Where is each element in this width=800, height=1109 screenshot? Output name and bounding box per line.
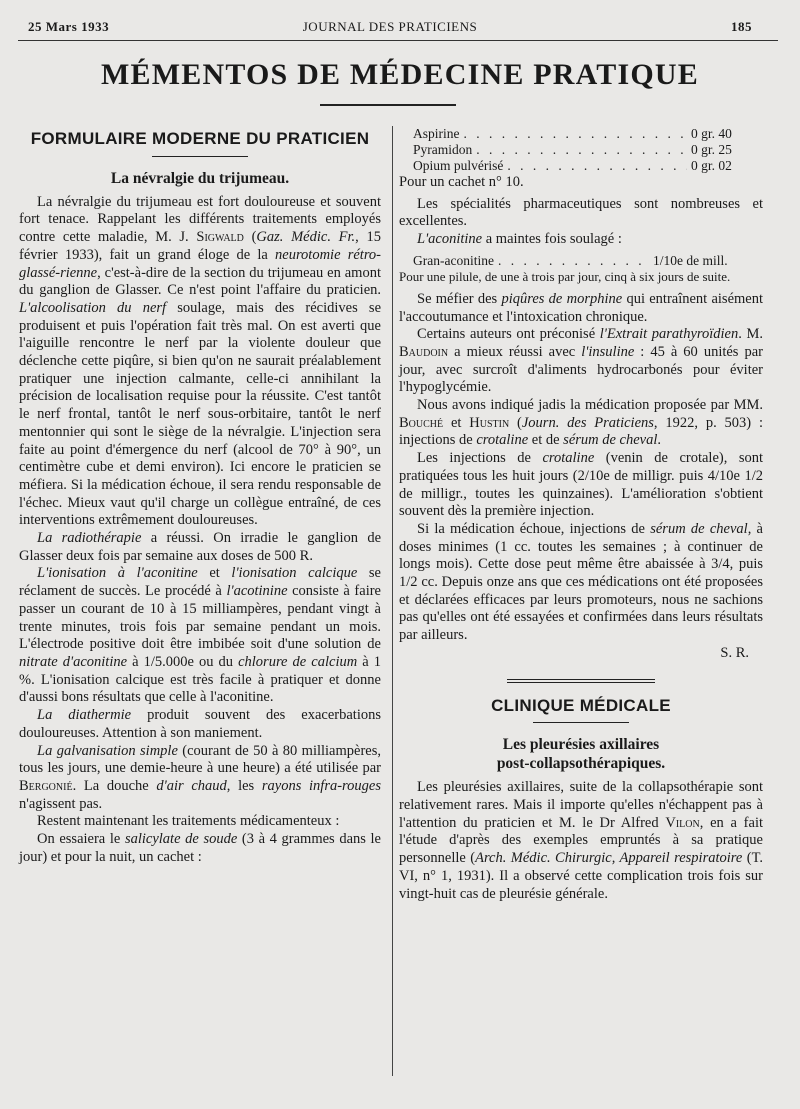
paragraph: Se méfier des piqûres de morphine qui entraînent aisément l'accoutumance et l'intoxication chronique. <box>399 290 763 325</box>
header-page-number: 185 <box>731 19 752 34</box>
paragraph: La diathermie produit souvent des exacerbations douloureuses. Attention à son maniement. <box>19 707 382 741</box>
right-column <box>399 126 763 903</box>
paragraph: Nous avons indiqué jadis la médication proposée par MM. Bouché et Hustin (Journ. des Praticiens, 1922, p. 503) : injections de crotaline et de sérum de cheval. <box>399 397 763 449</box>
author-name: Vilon <box>665 814 700 831</box>
paragraph: Certains auteurs ont préconisé l'Extrait parathyroïdien. M. Baudoin a mieux réussi avec l'insuline : 45 à 60 unités par jour, avec surcroît d'aliments hydrocarbonés pour éviter l'hypoglycémie. <box>399 326 763 396</box>
author-name: Bouché <box>399 414 444 431</box>
article-subtitle-nevralgie: La névralgie du trijumeau. <box>110 169 290 187</box>
signature: S. R. <box>720 644 749 661</box>
page-title: MÉMENTOS DE MÉDECINE PRATIQUE <box>101 58 699 91</box>
author-name: Bergonié <box>19 777 73 794</box>
prescription-note: Pour un cachet n° 10. <box>399 174 524 190</box>
paragraph: Les spécialités pharmaceutiques sont nombreuses et excellentes. <box>399 195 763 230</box>
author-name: Hustin <box>469 414 510 431</box>
paragraph: La radiothérapie a réussi. On irradie le ganglion de Glasser deux fois par semaine aux doses de 500 R. <box>19 530 381 564</box>
running-header <box>28 14 752 38</box>
author-name: Sigwald <box>196 229 244 246</box>
prescription-line: Pyramidon . . . 0 gr. 25 <box>399 142 763 158</box>
section-underline <box>533 722 629 723</box>
paragraph: La névralgie du trijumeau est fort douloureuse et souvent fort tenace. Rappelant les différents traitements employés contre cette maladie, M. J. Sigwald (Gaz. Médic. Fr., 15 février 1933), fait un grand éloge de la neurotomie rétro-glassé-rienne, c'est-à-dire de la section du trijumeau en amont du ganglion de Glasser. Ce n'est point l'affaire du praticien. L'alcoolisation du nerf soulage, mais des récidives se produisent et puis l'opération fait très mal. On est averti que l'aiguille rencontre le nerf par la violente douleur que déclenche cette piqûre, si bien qu'on ne saurait préalablement pratiquer une injection calmante, celle-ci annihilant la précision de localisation requise pour la réussite. C'est tantôt le nerf frontal, tantôt le nerf sous-orbitaire, tantôt le nerf mentonnier qui sont le siège de la névralgie. L'injection sera faite au point d'émergence du nerf (alcool de 70° à 90°, un centimètre cube et demi environ). Ici encore le praticien se méfiera. Si la médication échoue, il sera rendu responsable de l'échec. Mieux vaut qu'il charge un collègue entraîné, de ces interventions extrêmement douloureuses. <box>19 193 382 529</box>
article-subtitle-line1: Les pleurésies axillaires <box>502 736 660 754</box>
author-name: Baudoin <box>399 343 449 360</box>
reference: Arch. Médic. Chirurgic, Appareil respiratoire <box>475 850 743 867</box>
reference: Gaz. Médic. Fr. <box>256 229 356 246</box>
header-divider <box>18 40 778 41</box>
column-divider <box>392 126 393 1076</box>
prescription-line: Aspirine . . . 0 gr. 40 <box>399 126 763 142</box>
article-subtitle-line2: post-collapsothérapiques. <box>496 755 666 773</box>
paragraph: Les injections de crotaline (venin de crotale), sont pratiquées tous les huit jours (2/10e de milligr. puis 4/10e 1/2 de milligr., toutes les quinzaines). L'amélioration s'obtient souvent dès la première injection. <box>399 450 763 520</box>
paragraph: La galvanisation simple (courant de 50 à 80 milliampères, tous les jours, une demie-heure à une heure) a été utilisée par Bergonié. La douche d'air chaud, les rayons infra-rouges n'agissent pas. <box>19 742 381 812</box>
section-title-clinique: CLINIQUE MÉDICALE <box>491 695 671 715</box>
header-journal-name: JOURNAL DES PRATICIENS <box>302 19 478 34</box>
reference: Journ. des Praticiens <box>521 414 654 431</box>
title-underline <box>320 104 456 106</box>
section-underline <box>152 156 248 157</box>
left-column <box>19 126 381 866</box>
paragraph: On essaiera le salicylate de soude (3 à 4 grammes dans le jour) et pour la nuit, un cachet : <box>19 831 381 865</box>
section-title-formulaire: FORMULAIRE MODERNE DU PRATICIEN <box>30 129 370 148</box>
header-date: 25 Mars 1933 <box>28 19 110 34</box>
prescription-line: Gran-aconitine . . . 1/10e de mill. <box>399 253 763 269</box>
paragraph: L'ionisation à l'aconitine et l'ionisation calcique se réclament de succès. Le procédé à l'acotinine consiste à faire passer un courant de 10 à 15 milliampères, pendant vingt à trente minutes, trois fois par semaine pendant un mois. L'électrode positive doit être imbibée soit d'une solution de nitrate d'aconitine à 1/5.000e ou du chlorure de calcium à 1 %. L'ionisation calcique est très facile à pratiquer et donne d'aussi bons résultats que celle à l'aconitine. <box>19 565 382 706</box>
prescription-note: Pour une pilule, de une à trois par jour, cinq à six jours de suite. <box>399 268 731 284</box>
prescription-line: Opium pulvérisé . . . 0 gr. 02 <box>399 158 763 174</box>
paragraph: Restent maintenant les traitements médicamenteux : <box>37 813 340 830</box>
section-separator <box>507 679 655 683</box>
paragraph: Si la médication échoue, injections de sérum de cheval, à doses minimes (1 cc. toutes les semaines ; à continuer de longs mois). Cette dose peut même être abaissée à 3/4, puis 1/2 cc. Depuis onze ans que ces médications ont été proposées et déclarées efficaces par leurs promoteurs, nous ne sachions pas qu'elles ont été essayées et confirmées dans leurs résultats par ailleurs. <box>399 520 763 644</box>
paragraph: Les pleurésies axillaires, suite de la collapsothérapie sont relativement rares. Mais il importe qu'elles n'échappent pas à l'attention du praticien et M. le Dr Alfred Vilon, en a fait l'étude d'après des exemples empruntés à sa pratique personnelle (Arch. Médic. Chirurgic, Appareil respiratoire (T. VI, n° 1, 1931). Il a observé cette complication trois fois sur vingt-huit cas de pleurésie générale. <box>399 779 763 902</box>
paragraph: L'aconitine a maintes fois soulagé : <box>417 231 622 248</box>
signature-line <box>399 645 763 663</box>
